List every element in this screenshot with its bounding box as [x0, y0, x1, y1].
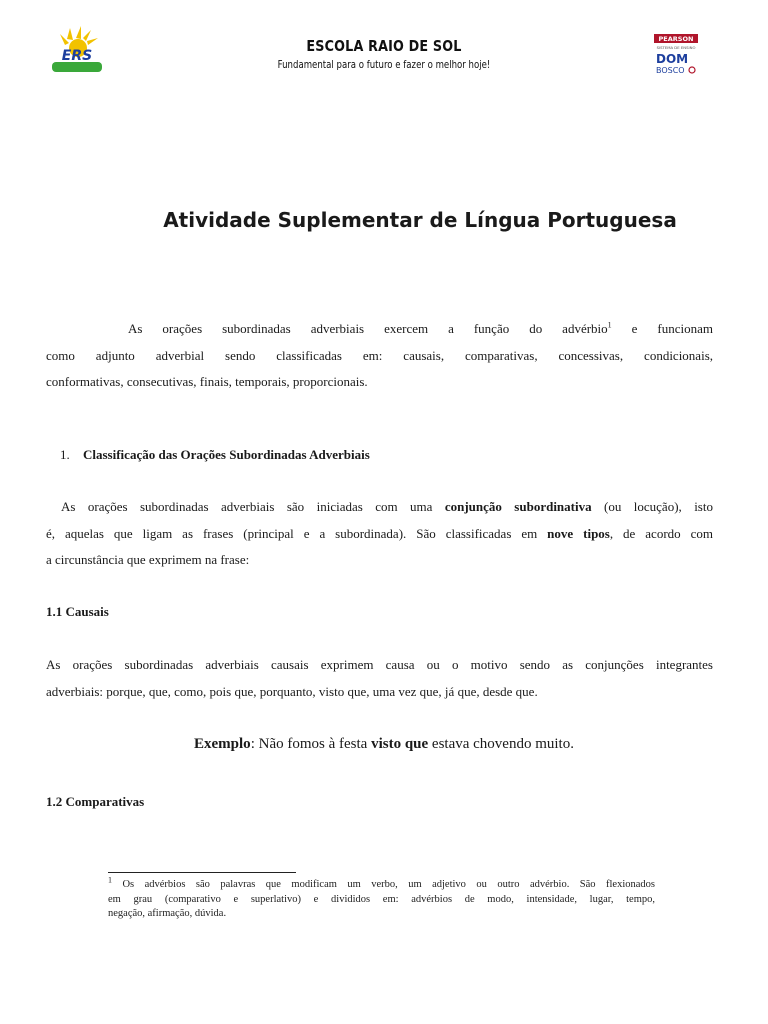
classification-line-1	[46, 494, 713, 521]
school-motto: Fundamental para o futuro e fazer o melhor hoje!	[277, 58, 491, 71]
text: estava chovendo muito.	[428, 736, 574, 752]
intro-paragraph	[46, 316, 713, 396]
bold-text: visto que	[371, 736, 429, 752]
text: (ou locução), isto	[604, 499, 713, 514]
text: Os advérbios são palavras que modificam um verbo, um adjetivo ou outro advérbio. São flexionados	[122, 879, 655, 890]
section-heading	[60, 447, 370, 463]
footnote-line-3: negação, afirmação, dúvida.	[108, 908, 227, 919]
subsection-heading-causais: 1.1 Causais	[46, 604, 109, 619]
classification-line-3: a circunstância que exprimem na frase:	[46, 552, 250, 567]
intro-text: As orações subordinadas adverbiais exercem a função do advérbio	[128, 321, 608, 336]
footnote	[108, 875, 655, 922]
causais-paragraph	[46, 652, 713, 705]
classification-paragraph	[46, 494, 713, 574]
section-title: Classificação das Orações Subordinadas Adverbiais	[83, 447, 370, 462]
intro-line-2: como adjunto adverbial sendo classificadas em: causais, comparativas, concessivas, condicionais,	[46, 347, 713, 363]
intro-line-3: conformativas, consecutivas, finais, temporais, proporcionais.	[46, 374, 368, 389]
logo-initials: ERS	[61, 48, 93, 64]
classification-line-2	[46, 521, 713, 548]
bold-text: conjunção subordinativa	[444, 499, 592, 514]
footnote-divider	[108, 872, 296, 873]
ring-icon	[689, 67, 695, 73]
example-label: Exemplo	[194, 736, 251, 752]
footnote-ref[interactable]: 1	[607, 320, 612, 330]
footnote-line-2: em grau (comparativo e superlativo) e divididos em: advérbios de modo, intensidade, lugar, tempo,	[108, 893, 655, 905]
text: :	[250, 736, 255, 752]
footnote-mark: 1	[108, 875, 112, 885]
publisher-logo	[652, 34, 700, 76]
causais-line-2: adverbiais: porque, que, como, pois que, porquanto, visto que, uma vez que, já que, desde que.	[46, 683, 538, 699]
document-title: Atividade Suplementar de Língua Portuguesa	[163, 208, 677, 232]
subsection-heading-comparativas: 1.2 Comparativas	[46, 794, 145, 809]
intro-text: e funcionam	[631, 321, 714, 336]
text: é, aquelas que ligam as frases (principal e a subordinada). São classificadas em	[46, 525, 538, 541]
school-name: ESCOLA RAIO DE SOL	[306, 37, 462, 55]
example-sentence	[0, 736, 768, 753]
section-number: 1.	[60, 447, 70, 462]
intro-line-1	[46, 316, 713, 343]
logo-bosco-text: BOSCO	[656, 66, 685, 75]
text: , de acordo com	[609, 525, 713, 541]
footnote-line-1	[108, 875, 655, 893]
causais-line-1: As orações subordinadas adverbiais causais exprimem causa ou o motivo sendo as conjunções integrantes	[46, 657, 713, 672]
publisher-sub: SISTEMA DE ENSINO	[656, 45, 696, 50]
text: As orações subordinadas adverbiais são iniciadas com uma	[61, 499, 433, 514]
publisher-brand: PEARSON	[658, 35, 694, 43]
text: Não fomos à festa	[254, 736, 372, 752]
bold-text: nove tipos	[547, 525, 610, 541]
logo-dom-text: DOM	[656, 52, 689, 66]
